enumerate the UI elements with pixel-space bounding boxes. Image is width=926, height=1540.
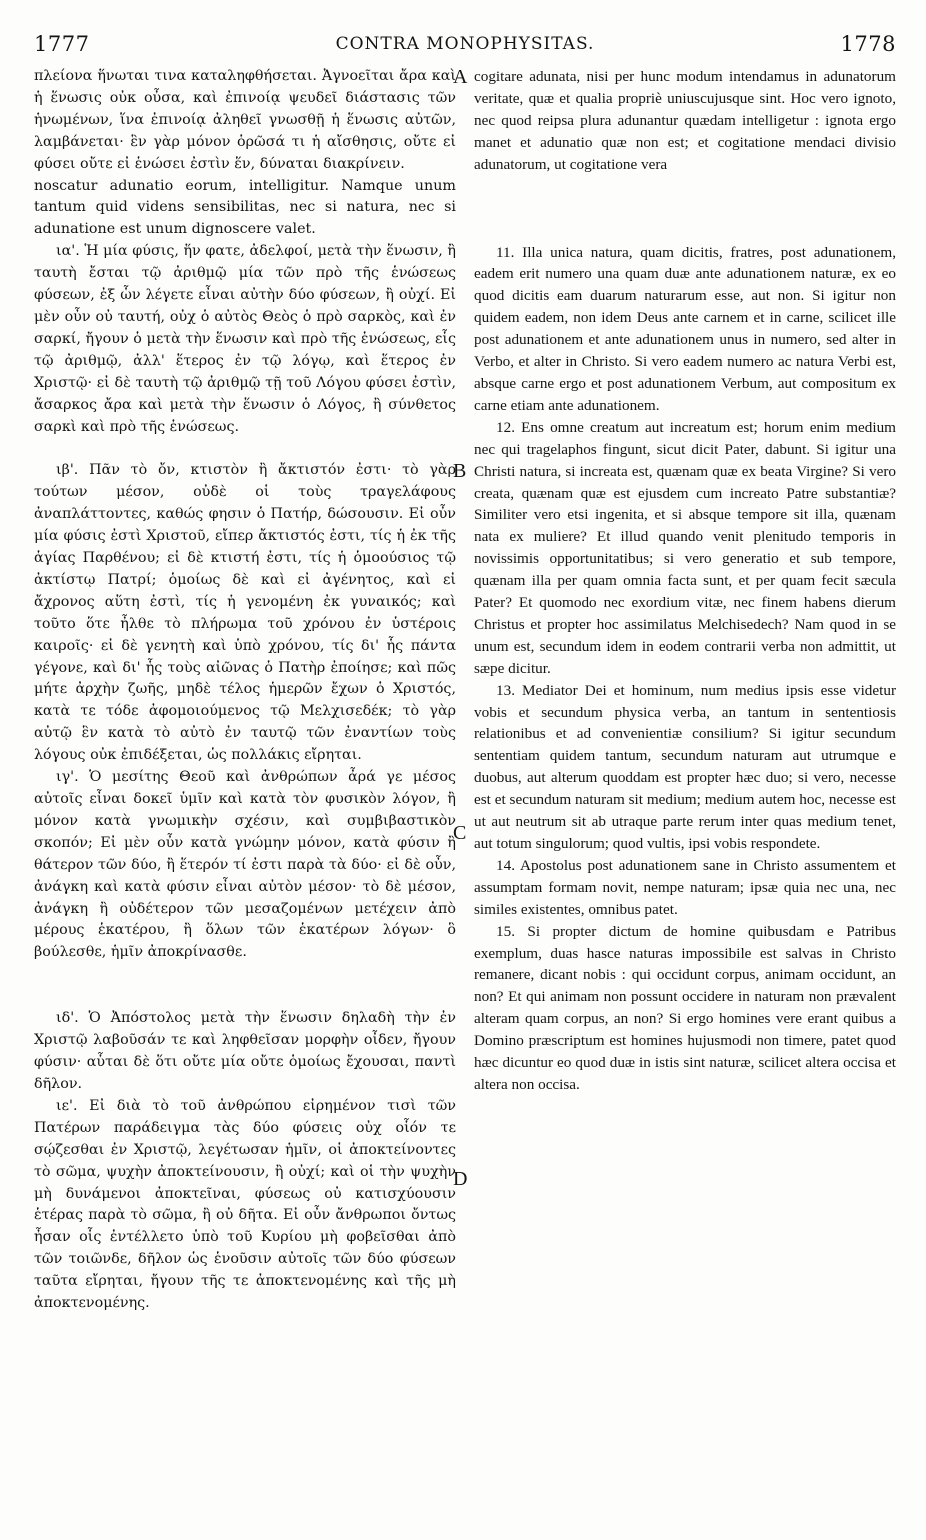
- page-number-left: 1777: [34, 32, 90, 56]
- page-header: [34, 30, 896, 60]
- latin-column: [474, 66, 896, 1096]
- margin-marker-c: C: [453, 822, 467, 844]
- greek-paragraph-intro: πλείονα ἥνωται τινα καταληφθήσεται. Ἀγνοεῖται ἄρα καὶ ἡ ἕνωσις οὐκ οὖσα, καὶ ἐπινοίᾳ ψευδεῖ διάστασις τῶν ἡνωμένων, ἵνα ἐπινοίᾳ ἀληθεῖ γνωσθῇ ἡ ἕνωσις αὐτῶν, λαμβάνεται· ἓν γὰρ μόνον ὁρῶσά τι ἡ αἴσθησις, οὔτε εἰ φύσει οὔτε εἰ ἑνώσει ἐστὶν ἕν, δύναται διακρίνειν.: [34, 68, 456, 172]
- page-number-right: 1778: [840, 32, 896, 56]
- latin-paragraph-12: 12. Ens omne creatum aut increatum est; horum enim medium nec qui tragelaphos fingunt, sicut dicit Pater, dabunt. Si igitur una Christi natura, si increata est, quænam quæ ex beata Virgine? Si vero creata, quænam quæ est ejusdem cum increato Patre substantiæ? Similiter vero etsi ingenita, et si absque tempore sit illa, quænam nata ex muliere? Et illud quando venit plenitudo temporis in novissimis opportunitatibus; si vero generatio et sub tempore, quænam illa per quam omnia facta sunt, et per quam fecit sæcula Pater? Et quomodo nec exordium vitæ, nec finem habens dierum Christus et propter hoc assimilatus Melchisedech? Nam quod in se unum est, secundum idem in eodem contrarii verba non admittit, ut sæpe dicitur.: [474, 418, 896, 677]
- greek-paragraph-14: ιδ'. Ὁ Ἀπόστολος μετὰ τὴν ἕνωσιν δηλαδὴ τὴν ἐν Χριστῷ λαβοῦσάν τε καὶ ληφθεῖσαν μορφὴν οἶδεν, ἤγουν φύσιν· αὗται δὲ ὅτι οὔτε μία οὔτε ὁμοίως ἔχουσαι, παντὶ δῆλον.: [34, 1010, 456, 1092]
- latin-paragraph-intro: cogitare adunata, nisi per hunc modum intendamus in adunatorum veritate, quæ et qualia propriè uniuscujusque sint. Hoc vero ignoto, nec quod reipsa plura adunantur quædam intelligetur : ignota ergo manet et adunatio quæ non est; et cogitatione mendaci divisio adunatorum, ut cogitatione vera: [474, 68, 896, 173]
- margin-marker-d: D: [453, 1168, 468, 1190]
- margin-marker-a: A: [453, 66, 468, 88]
- latin-paragraph-14: 14. Apostolus post adunationem sane in Christo assumentem et assumptam formam novit, nempe naturam; ipsæ quia nec una, nec similes existentes, omnibus patet.: [474, 856, 896, 918]
- greek-paragraph-15: ιε'. Εἰ διὰ τὸ τοῦ ἀνθρώπου εἰρημένον τισὶ τῶν Πατέρων παράδειγμα τὰς δύο φύσεις οὐχ οἷόν τε σῴζεσθαι ἐν Χριστῷ, λεγέτωσαν ἡμῖν, οἱ ἀποκτείνοντες τὸ σῶμα, ψυχὴν ἀποκτείνουσιν, ἢ οὐχί; καὶ οἱ τὴν ψυχὴν μὴ δυνάμενοι ἀποκτεῖναι, φύσεως οὐ κατισχύουσιν ἑτέρας παρὰ τὸ σῶμα, ἢ οὐ δῆτα. Εἰ οὖν ἄνθρωποι ὄντως ἦσαν οἷς ἐντέλλετο ὑπὸ τοῦ Κυρίου μὴ φοβεῖσθαι ἀπὸ τῶν τοιῶνδε, δῆλον ὡς ἑνοῦσιν αὐτοῖς τῶν δύο φύσεων ταῦτα εἴρηται, ἤγουν τῆς τε ἀποκτενομένης καὶ τῆς μὴ ἀποκτενομένης.: [34, 1097, 456, 1312]
- latin-paragraph-13: 13. Mediator Dei et hominum, num medius ipsis esse videtur vobis et secundum physica verba, an tantum in sententiosis relationibus et ad convenientiæ consilium? Si igitur secundum sententiam quidem tantum, secundum naturam aut utrumque e duobus, aut alterum quoddam est propter hæc duo; si vero, necesse est et secundum naturam sit medium; medium autem hoc, necesse est ut aut neutrum sit ab utraque parte rerum inter quas medium tenet, aut totum singulorum; quod vultis, ipsi vobis respondete.: [474, 681, 896, 852]
- latin-paragraph-11: 11. Illa unica natura, quam dicitis, fratres, post adunationem, eadem erit numero una quam duæ ante adunationem naturæ, ex eo quod dicitis eam duarum naturarum esse, aut non. Si igitur non quidem eadem, non idem Deus ante carnem et in carne, scilicet ille post adunationem et ante adunationem unus in numero, sed alter in Verbo, et alter in Christo. Si vero eadem numero ac natura Verbi est, absque carne ergo et post adunationem Verbum, aut compositum ex carne etiam ante adunationem.: [474, 243, 896, 414]
- greek-paragraph-11: ια'. Ἡ μία φύσις, ἥν φατε, ἀδελφοί, μετὰ τὴν ἕνωσιν, ἢ ταυτὴ ἔσται τῷ ἀριθμῷ μία τῶν πρὸ τῆς ἑνώσεως φύσεων, ἐξ ὧν λέγετε εἶναι αὐτὴν δύο φύσεων, ἢ οὐχί. Εἰ μὲν οὖν οὐ ταυτή, οὐχ ὁ αὐτὸς Θεὸς ὁ πρὸ σαρκὸς, καὶ ἐν σαρκί, ἤγουν ὁ μετὰ τὴν ἕνωσιν καὶ πρὸ τῆς ἑνώσεως, εἷς τῷ ἀριθμῷ, ἀλλ' ἕτερος ἐν τῷ λόγῳ, καὶ ἕτερος ἐν Χριστῷ· εἰ δὲ ταυτὴ τῷ ἀριθμῷ τῇ τοῦ Λόγου φύσει ἐστὶν, ἄσαρκος ἄρα καὶ μετὰ τὴν ἕνωσιν ὁ Λόγος, ἢ σύνθετος σαρκὶ καὶ πρὸ τῆς ἑνώσεως.: [34, 243, 456, 435]
- running-title: CONTRA MONOPHYSITAS.: [335, 34, 595, 54]
- margin-marker-b: B: [453, 460, 467, 482]
- latin-spanning-line: noscatur adunatio eorum, intelligitur. Namque unum tantum quid videns sensibilitas, nec si natura, nec si adunatione est unum dignoscere valet.: [34, 177, 456, 238]
- greek-paragraph-13: ιγ'. Ὁ μεσίτης Θεοῦ καὶ ἀνθρώπων ἆρά γε μέσος αὐτοῖς εἶναι δοκεῖ ὑμῖν καὶ κατὰ τὸν φυσικὸν λόγον, ἢ μόνον κατὰ γνωμικὴν σχέσιν, καὶ συμβιβαστικὸν σκοπόν; Εἰ μὲν οὖν κατὰ γνώμην μόνον, κατὰ φύσιν ἢ θάτερον τῶν δύο, ἢ ἕτερόν τί ἐστι παρὰ τὰ δύο· εἰ δὲ οὖν, ἀνάγκη καὶ κατὰ φύσιν εἶναι αὐτὸν μέσον· τὸ δὲ μέσον, ἀνάγκη ἢ οὐδέτερον τῶν μεσαζομένων μετέχειν ἀπὸ μέρους ἑκατέρου, ἢ ὅλων τῶν ἑκατέρων λόγων· ὃ βούλεσθε, ἡμῖν ἀποκρίνασθε.: [34, 769, 456, 961]
- latin-paragraph-15: 15. Si propter dictum de homine quibusdam e Patribus exemplum, duas hasce naturas impossibile est salvas in Christo remanere, dicant nobis : qui occidunt corpus, animam occidunt, an non? Et qui animam non possunt occidere in naturam non prævalent alteram quam corpus, an non? Si ergo homines vere erant quibus a Domino præscriptum est homines hujusmodi non timere, patet quod hæc dicuntur eo quod duæ in istis sint naturæ, scilicet altera occisa et altera non occisa.: [474, 922, 896, 1093]
- greek-paragraph-12: ιβ'. Πᾶν τὸ ὄν, κτιστὸν ἢ ἄκτιστόν ἐστι· τὸ γὰρ τούτων μέσον, οὐδὲ οἱ τοὺς τραγελάφους ἀναπλάττοντες, καθώς φησιν ὁ Πατήρ, δώσουσιν. Εἰ οὖν μία φύσις ἐστὶ Χριστοῦ, εἴπερ ἄκτιστός ἐστι, τίς ἡ ἐκ τῆς ἁγίας Παρθένου; εἰ δὲ κτιστή ἐστι, τίς ἡ ὁμοούσιος τῷ ἀκτίστῳ Πατρί; ὁμοίως δὲ καὶ εἰ ἀγένητος, καὶ εἰ ἄχρονος αὕτη ἐστὶ, τίς ἡ γενομένη ἐκ γυναικός; καὶ τοῦτο ὅτε ἦλθε τὸ πλήρωμα τοῦ χρόνου ἐν ὑστέροις καιροῖς· εἰ δὲ γενητὴ καὶ ὑπὸ χρόνου, τίς δι' ἧς πάντα γέγονε, καὶ δι' ἧς τοὺς αἰῶνας ὁ Πατὴρ ἐποίησε; καὶ πῶς μήτε ἀρχὴν ζωῆς, μηδὲ τέλος ἡμερῶν ἔχων ὁ Χριστός, κατὰ τε τόδε ἀφομοιούμενος τῷ Μελχισεδέκ; τὸ γὰρ αὐτῷ ἓν κατὰ τὸ αὐτὸ ἐν ταυτῷ τῶν ἐναντίων τοὺς λόγους οὐκ ἐπιδέξεται, ὡς πολλάκις εἴρηται.: [34, 462, 456, 764]
- greek-column: [34, 66, 456, 1315]
